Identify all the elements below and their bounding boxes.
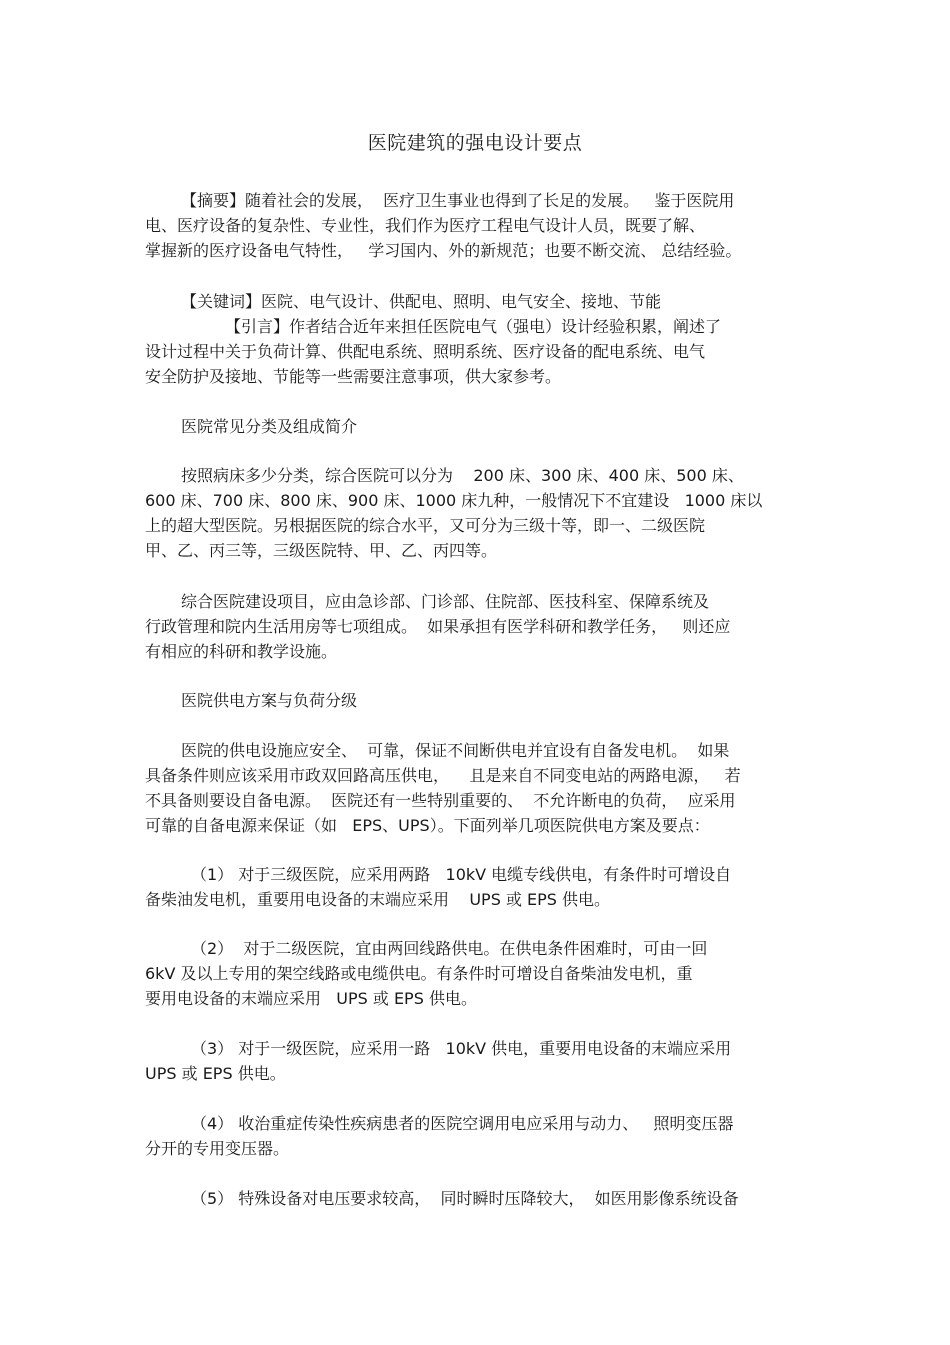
intro-paragraph	[145, 314, 810, 389]
text-line: （4） 收治重症传染性疾病患者的医院空调用电应采用与动力、 照明变压器	[191, 1114, 734, 1133]
document-title: 医院建筑的强电设计要点	[367, 132, 583, 154]
text-line: （5） 特殊设备对电压要求较高， 同时瞬时压降较大， 如医用影像系统设备	[191, 1189, 739, 1208]
text-line: 不具备则要设自备电源。 医院还有一些特别重要的、 不允许断电的负荷， 应采用	[145, 791, 736, 810]
text-line: （2） 对于二级医院，宜由两回线路供电。在供电条件困难时，可由一回	[191, 939, 708, 958]
list-item	[145, 1111, 810, 1161]
list-item	[145, 1036, 810, 1086]
text-line: UPS 或 EPS 供电。	[145, 1064, 286, 1083]
text-line: 6kV 及以上专用的架空线路或电缆供电。有条件时可增设自备柴油发电机，重	[145, 964, 693, 983]
text-line: 有相应的科研和教学设施。	[145, 642, 338, 661]
text-line: 行政管理和院内生活用房等七项组成。 如果承担有医学科研和教学任务， 则还应	[145, 617, 731, 636]
text-line: 安全防护及接地、节能等一些需要注意事项，供大家参考。	[145, 367, 562, 386]
text-line: 上的超大型医院。另根据医院的综合水平，又可分为三级十等，即一、二级医院	[145, 516, 706, 535]
list-item	[145, 1186, 810, 1211]
text-line: 备柴油发电机，重要用电设备的末端应采用 UPS 或 EPS 供电。	[145, 890, 611, 909]
text-line: 【引言】作者结合近年来担任医院电气（强电）设计经验积累，阐述了	[225, 317, 722, 336]
text-line: 医院的供电设施应安全、 可靠，保证不间断供电并宜设有自备发电机。 如果	[181, 741, 730, 760]
text-line: （3） 对于一级医院，应采用一路 10kV 供电，重要用电设备的末端应采用	[191, 1039, 732, 1058]
keywords-paragraph	[145, 289, 810, 314]
text-line: 掌握新的医疗设备电气特性， 学习国内、外的新规范；也要不断交流、 总结经验。	[145, 241, 742, 260]
section-heading	[145, 688, 810, 713]
abstract-paragraph	[145, 188, 810, 263]
list-item	[145, 862, 810, 912]
composition-paragraph	[145, 589, 810, 664]
supply-paragraph	[145, 738, 810, 838]
text-line: 分开的专用变压器。	[145, 1139, 290, 1158]
text-line: 设计过程中关于负荷计算、供配电系统、照明系统、医疗设备的配电系统、电气	[145, 342, 706, 361]
text-line: 按照病床多少分类，综合医院可以分为 200 床、300 床、400 床、500 床、	[181, 466, 744, 485]
text-line: 【关键词】医院、电气设计、供配电、照明、电气安全、接地、节能	[181, 292, 662, 311]
text-line: 要用电设备的末端应采用 UPS 或 EPS 供电。	[145, 989, 477, 1008]
text-line: 600 床、700 床、800 床、900 床、1000 床九种，一般情况下不宜建设 1000 床以	[145, 491, 763, 510]
text-line: 医院常见分类及组成简介	[181, 417, 358, 436]
text-line: 综合医院建设项目，应由急诊部、门诊部、住院部、医技科室、保障系统及	[181, 592, 710, 611]
text-line: （1） 对于三级医院，应采用两路 10kV 电缆专线供电，有条件时可增设自	[191, 865, 732, 884]
text-line: 可靠的自备电源来保证（如 EPS、UPS）。下面列举几项医院供电方案及要点：	[145, 816, 710, 835]
text-line: 【摘要】随着社会的发展， 医疗卫生事业也得到了长足的发展。 鉴于医院用	[181, 191, 735, 210]
section-heading	[145, 414, 810, 439]
list-item	[145, 936, 810, 1011]
text-line: 甲、乙、丙三等，三级医院特、甲、乙、丙四等。	[145, 541, 498, 560]
text-line: 医院供电方案与负荷分级	[181, 691, 358, 710]
text-line: 电、医疗设备的复杂性、专业性，我们作为医疗工程电气设计人员，既要了解、	[145, 216, 706, 235]
text-line: 具备条件则应该采用市政双回路高压供电， 且是来自不同变电站的两路电源， 若	[145, 766, 741, 785]
hospital-beds-paragraph	[145, 463, 810, 563]
